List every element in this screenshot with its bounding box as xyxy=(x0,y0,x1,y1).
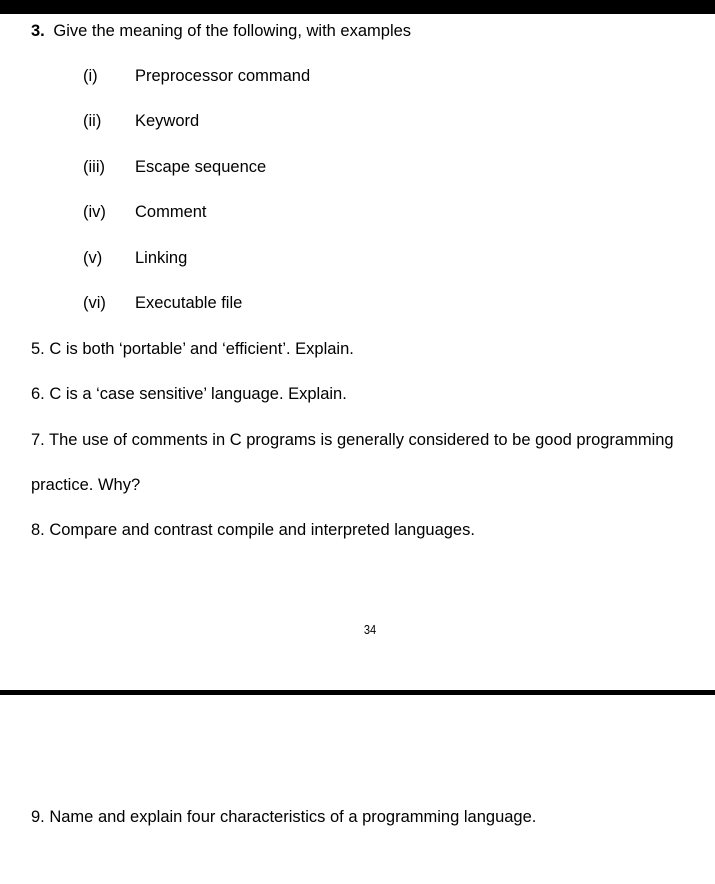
sub-item-number: (iv) xyxy=(83,203,106,221)
page-number: 34 xyxy=(363,622,377,637)
sub-item-number: (iii) xyxy=(83,158,105,176)
sub-item-text: Comment xyxy=(135,203,207,221)
sub-item-text: Keyword xyxy=(135,112,200,130)
top-border xyxy=(0,0,715,14)
sub-item-text: Executable file xyxy=(135,294,243,312)
question-3-number: 3. xyxy=(31,22,45,40)
page-divider xyxy=(0,690,715,695)
question-6: 6. C is a ‘case sensitive’ language. Explain. xyxy=(31,385,347,403)
sub-item-number: (i) xyxy=(83,67,98,85)
question-7-line-2: practice. Why? xyxy=(31,476,141,494)
question-7-line-1: 7. The use of comments in C programs is generally considered to be good programming xyxy=(31,431,674,449)
question-5: 5. C is both ‘portable’ and ‘efficient’. Explain. xyxy=(31,340,354,358)
sub-item-number: (ii) xyxy=(83,112,102,130)
question-3 xyxy=(31,21,411,41)
sub-item-number: (v) xyxy=(83,249,103,267)
question-3-text: Give the meaning of the following, with examples xyxy=(53,22,412,40)
sub-item-text: Escape sequence xyxy=(135,158,267,176)
question-9: 9. Name and explain four characteristics of a programming language. xyxy=(31,808,537,826)
sub-item-text: Preprocessor command xyxy=(135,67,311,85)
question-8: 8. Compare and contrast compile and interpreted languages. xyxy=(31,521,475,539)
sub-item-text: Linking xyxy=(135,249,188,267)
sub-item-number: (vi) xyxy=(83,294,106,312)
